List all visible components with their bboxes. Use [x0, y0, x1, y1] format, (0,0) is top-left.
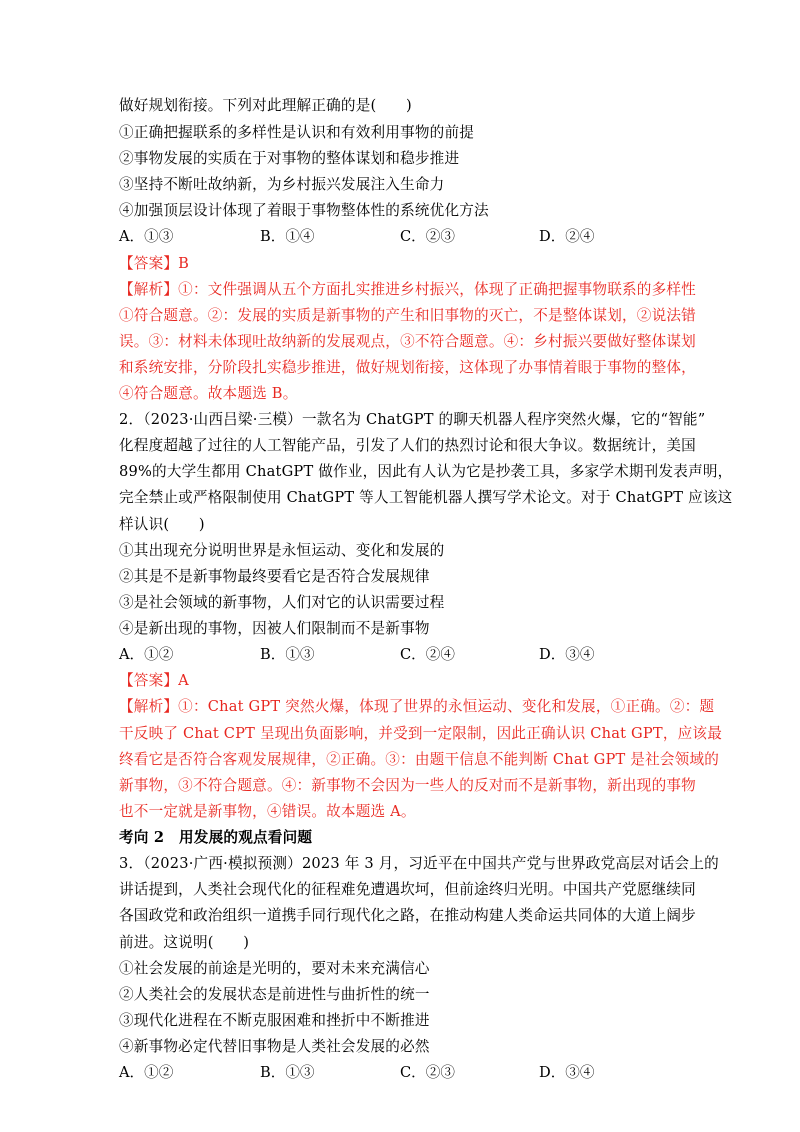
q1-analysis-line-4: 和系统安排，分阶段扎实稳步推进，做好规划衔接，这体现了办事情着眼于事物的整体，: [119, 359, 696, 376]
q2-item-1: ①其出现充分说明世界是永恒运动、变化和发展的: [119, 542, 445, 559]
q1-option-c: C．②③: [400, 228, 455, 245]
q1-analysis-line-5: ④符合题意。故本题选 B。: [119, 385, 298, 402]
q3-stem-line-1: 3．（2023·广西·模拟预测）2023 年 3 月，习近平在中国共产党与世界政党高层对话会上的: [119, 855, 719, 872]
q2-analysis-line-5: 也不一定就是新事物，④错误。故本题选 A。: [119, 803, 416, 820]
q3-stem-line-3: 各国政党和政治组织一道携手同行现代化之路，在推动构建人类命运共同体的大道上阔步: [119, 907, 696, 924]
q2-stem-line-3: 89%的大学生都用 ChatGPT 做作业，因此有人认为它是抄袭工具，多家学术期刊发表声明，: [119, 463, 733, 480]
q2-analysis-line-4: 新事物，③不符合题意。④：新事物不会因为一些人的反对而不是新事物，新出现的事物: [119, 777, 696, 794]
q2-option-d: D．③④: [539, 646, 595, 663]
q3-option-c: C．②③: [400, 1064, 455, 1081]
q1-item-4: ④加强顶层设计体现了着眼于事物整体性的系统优化方法: [119, 202, 489, 219]
q1-item-1: ①正确把握联系的多样性是认识和有效利用事物的前提: [119, 124, 475, 141]
q1-option-d: D．②④: [539, 228, 595, 245]
q1-option-a: A．①③: [119, 228, 174, 245]
q3-stem-line-2: 讲话提到，人类社会现代化的征程难免遭遇坎坷，但前途终归光明。中国共产党愿继续同: [119, 881, 696, 898]
q2-item-2: ②其是不是新事物最终要看它是否符合发展规律: [119, 568, 430, 585]
q1-item-3: ③坚持不断吐故纳新，为乡村振兴发展注入生命力: [119, 176, 445, 193]
q2-stem-line-1: 2．（2023·山西吕梁·三模）一款名为 ChatGPT 的聊天机器人程序突然火爆，它的“智能”: [119, 411, 706, 428]
q2-options: [119, 645, 679, 665]
q3-item-2: ②人类社会的发展状态是前进性与曲折性的统一: [119, 986, 430, 1003]
q2-analysis-line-3: 终看它是否符合客观发展规律，②正确。③：由题干信息不能判断 Chat GPT 是社会领域的: [119, 751, 720, 768]
q3-item-1: ①社会发展的前途是光明的，要对未来充满信心: [119, 960, 430, 977]
q2-option-a: A．①②: [119, 646, 174, 663]
q3-option-d: D．③④: [539, 1064, 595, 1081]
q1-analysis-line-2: ①符合题意。②：发展的实质是新事物的产生和旧事物的灭亡，不是整体谋划，②说法错: [119, 307, 696, 324]
q2-answer: 【答案】A: [119, 672, 189, 689]
q2-item-4: ④是新出现的事物，因被人们限制而不是新事物: [119, 620, 430, 637]
q2-stem-line-2: 化程度超越了过往的人工智能产品，引发了人们的热烈讨论和很大争议。数据统计，美国: [119, 437, 696, 454]
q3-option-a: A．①②: [119, 1064, 174, 1081]
q2-option-b: B．①③: [260, 646, 315, 663]
q3-item-4: ④新事物必定代替旧事物是人类社会发展的必然: [119, 1038, 430, 1055]
q2-stem-line-4: 完全禁止或严格限制使用 ChatGPT 等人工智能机器人撰写学术论文。对于 ChatGPT 应该这: [119, 489, 733, 506]
q2-item-3: ③是社会领域的新事物，人们对它的认识需要过程: [119, 594, 445, 611]
q1-item-2: ②事物发展的实质在于对事物的整体谋划和稳步推进: [119, 150, 460, 167]
q1-option-b: B．①④: [260, 228, 315, 245]
q1-answer: 【答案】B: [119, 255, 190, 272]
q3-item-3: ③现代化进程在不断克服困难和挫折中不断推进: [119, 1012, 430, 1029]
q1-stem-tail: 做好规划衔接。下列对此理解正确的是( ): [119, 97, 412, 114]
section-heading: 考向 2 用发展的观点看问题: [119, 829, 313, 846]
q2-analysis-line-2: 干反映了 Chat CPT 呈现出负面影响，并受到一定限制，因此正确认识 Chat GPT，应该最: [119, 725, 723, 742]
q3-option-b: B．①③: [260, 1064, 315, 1081]
q3-options: [119, 1063, 679, 1083]
q2-option-c: C．②④: [400, 646, 455, 663]
q3-stem-line-4: 前进。这说明( ): [119, 934, 250, 951]
q2-stem-line-5: 样认识( ): [119, 516, 205, 533]
q1-options: [119, 227, 679, 247]
q1-analysis-line-1: 【解析】①：文件强调从五个方面扎实推进乡村振兴，体现了正确把握事物联系的多样性: [119, 281, 696, 298]
q1-analysis-line-3: 误。③：材料未体现吐故纳新的发展观点，③不符合题意。④：乡村振兴要做好整体谋划: [119, 333, 696, 350]
q2-analysis-line-1: 【解析】①：Chat GPT 突然火爆，体现了世界的永恒运动、变化和发展，①正确。②：题: [119, 698, 715, 715]
